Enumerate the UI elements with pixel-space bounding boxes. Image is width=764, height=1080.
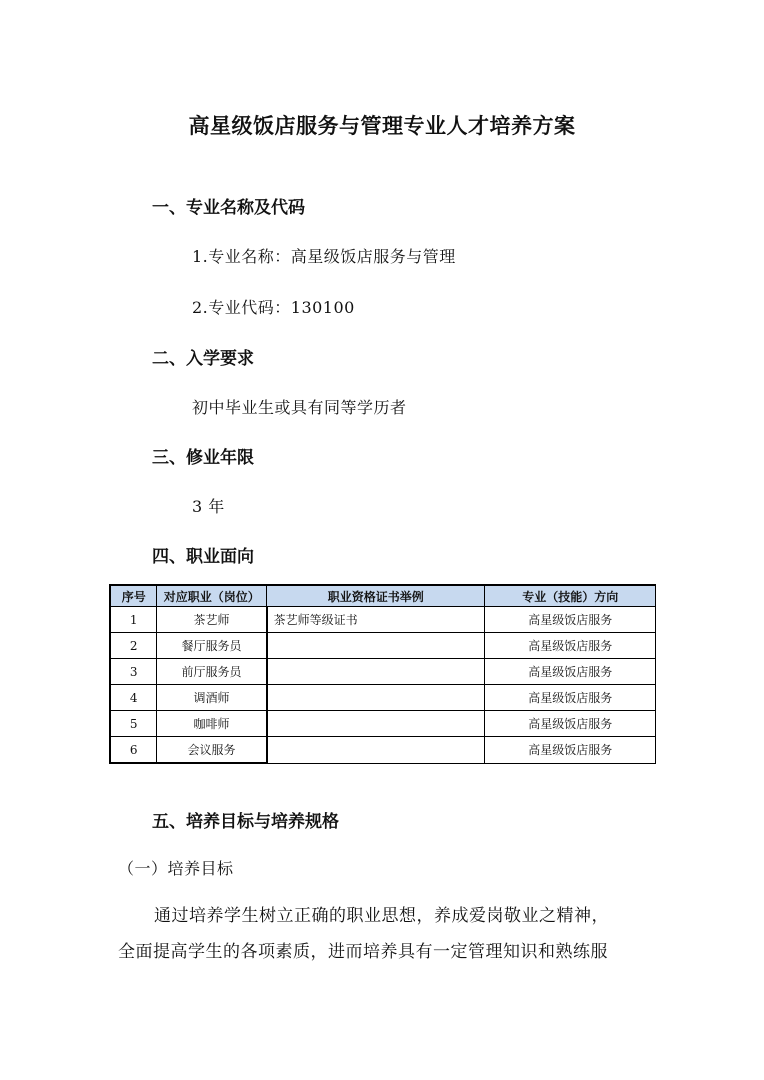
row-number: 6 [110, 737, 157, 764]
row-direction: 高星级饭店服务 [485, 633, 656, 659]
paragraph-line-2: 全面提高学生的各项素质，进而培养具有一定管理知识和熟练服 [118, 942, 608, 962]
row-number: 3 [110, 659, 157, 685]
table-row [110, 685, 656, 711]
section-heading-3: 三、修业年限 [152, 448, 254, 468]
row-direction: 高星级饭店服务 [485, 607, 656, 633]
section-heading-5: 五、培养目标与培养规格 [152, 812, 339, 832]
row-certificate [267, 659, 485, 685]
row-number: 4 [110, 685, 157, 711]
row-job: 调酒师 [157, 685, 267, 711]
row-number: 1 [110, 607, 157, 633]
row-job: 茶艺师 [157, 607, 267, 633]
row-certificate [267, 633, 485, 659]
header-cell: 对应职业（岗位） [157, 585, 267, 607]
row-job: 会议服务 [157, 737, 267, 764]
row-certificate: 茶艺师等级证书 [267, 607, 485, 633]
document-title: 高星级饭店服务与管理专业人才培养方案 [188, 114, 576, 138]
header-cell: 专业（技能）方向 [485, 585, 656, 607]
duration-text: 3 年 [192, 497, 225, 516]
paragraph-line-1: 通过培养学生树立正确的职业思想，养成爱岗敬业之精神， [154, 906, 609, 926]
major-name-line: 1.专业名称：高星级饭店服务与管理 [192, 247, 456, 266]
row-certificate [267, 685, 485, 711]
row-job: 咖啡师 [157, 711, 267, 737]
section-heading-2: 二、入学要求 [152, 349, 254, 369]
row-certificate [267, 737, 485, 764]
table-header-row [110, 585, 656, 607]
table-row [110, 607, 656, 633]
header-cell: 职业资格证书举例 [267, 585, 485, 607]
section-heading-1: 一、专业名称及代码 [152, 198, 305, 218]
row-direction: 高星级饭店服务 [485, 737, 656, 764]
admission-text: 初中毕业生或具有同等学历者 [192, 398, 407, 417]
table-row [110, 633, 656, 659]
table-row [110, 711, 656, 737]
row-certificate [267, 711, 485, 737]
major-code-line: 2.专业代码：130100 [192, 298, 355, 317]
header-cell: 序号 [110, 585, 157, 607]
row-job: 前厅服务员 [157, 659, 267, 685]
row-job: 餐厅服务员 [157, 633, 267, 659]
row-direction: 高星级饭店服务 [485, 659, 656, 685]
row-number: 2 [110, 633, 157, 659]
table-row [110, 659, 656, 685]
subsection-heading: （一）培养目标 [118, 859, 234, 878]
row-number: 5 [110, 711, 157, 737]
career-table [109, 584, 656, 764]
row-direction: 高星级饭店服务 [485, 685, 656, 711]
table-row [110, 737, 656, 764]
row-direction: 高星级饭店服务 [485, 711, 656, 737]
section-heading-4: 四、职业面向 [152, 547, 254, 567]
